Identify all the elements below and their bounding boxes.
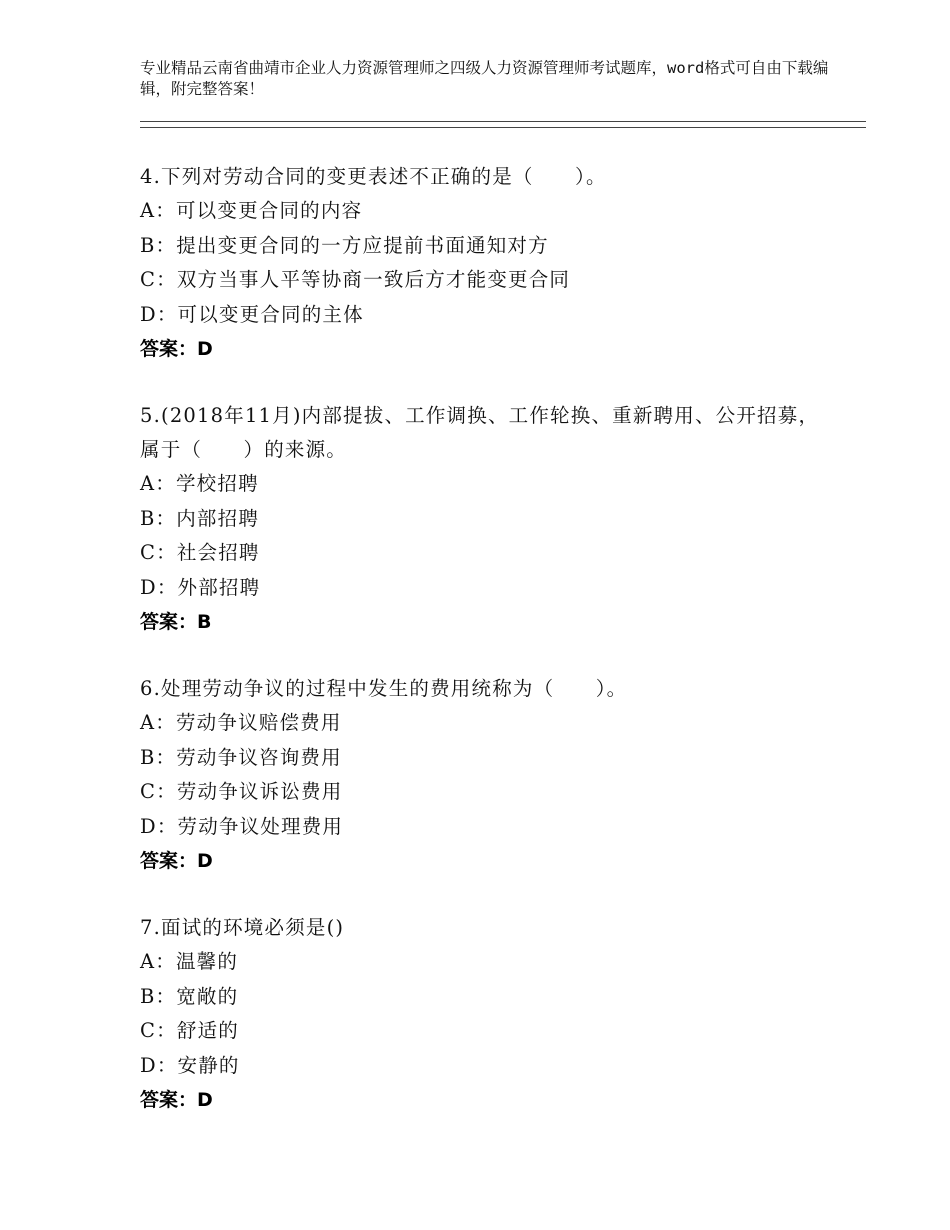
answer-label: 答案：D bbox=[140, 338, 213, 360]
question-stem: 7.面试的环境必须是() bbox=[140, 916, 345, 939]
option-c: C：舒适的 bbox=[140, 1019, 239, 1042]
header-title: 专业精品云南省曲靖市企业人力资源管理师之四级人力资源管理师考试题库，word格式可自由下载编辑，附完整答案！ bbox=[140, 59, 829, 98]
option-d: D：外部招聘 bbox=[140, 575, 261, 599]
option-b: B：提出变更合同的一方应提前书面通知对方 bbox=[140, 233, 549, 257]
option-d: D：可以变更合同的主体 bbox=[140, 302, 364, 326]
answer-label: 答案：B bbox=[140, 611, 212, 633]
document-header bbox=[140, 58, 840, 100]
option-a: A：劳动争议赔偿费用 bbox=[140, 711, 342, 734]
question-stem: 6.处理劳动争议的过程中发生的费用统称为（ ）。 bbox=[140, 677, 628, 700]
question-stem: 4.下列对劳动合同的变更表述不正确的是（ ）。 bbox=[140, 165, 607, 188]
option-a: A：学校招聘 bbox=[140, 472, 259, 495]
option-a: A：可以变更合同的内容 bbox=[140, 199, 363, 222]
option-d: D：安静的 bbox=[140, 1053, 240, 1077]
header-divider bbox=[140, 121, 866, 128]
question-stem: 5.(2018年11月)内部提拔、工作调换、工作轮换、重新聘用、公开招募，属于（ ）的来源。 bbox=[140, 404, 820, 461]
option-b: B：内部招聘 bbox=[140, 506, 260, 530]
question-4 bbox=[140, 160, 820, 367]
option-c: C：双方当事人平等协商一致后方才能变更合同 bbox=[140, 268, 571, 291]
option-d: D：劳动争议处理费用 bbox=[140, 814, 344, 838]
answer-label: 答案：D bbox=[140, 850, 213, 872]
option-c: C：社会招聘 bbox=[140, 541, 260, 564]
question-5 bbox=[140, 399, 820, 640]
option-b: B：宽敞的 bbox=[140, 984, 239, 1008]
question-7 bbox=[140, 911, 820, 1118]
question-6 bbox=[140, 672, 820, 879]
answer-label: 答案：D bbox=[140, 1089, 213, 1111]
option-a: A：温馨的 bbox=[140, 950, 239, 973]
option-c: C：劳动争议诉讼费用 bbox=[140, 780, 343, 803]
option-b: B：劳动争议咨询费用 bbox=[140, 745, 342, 769]
